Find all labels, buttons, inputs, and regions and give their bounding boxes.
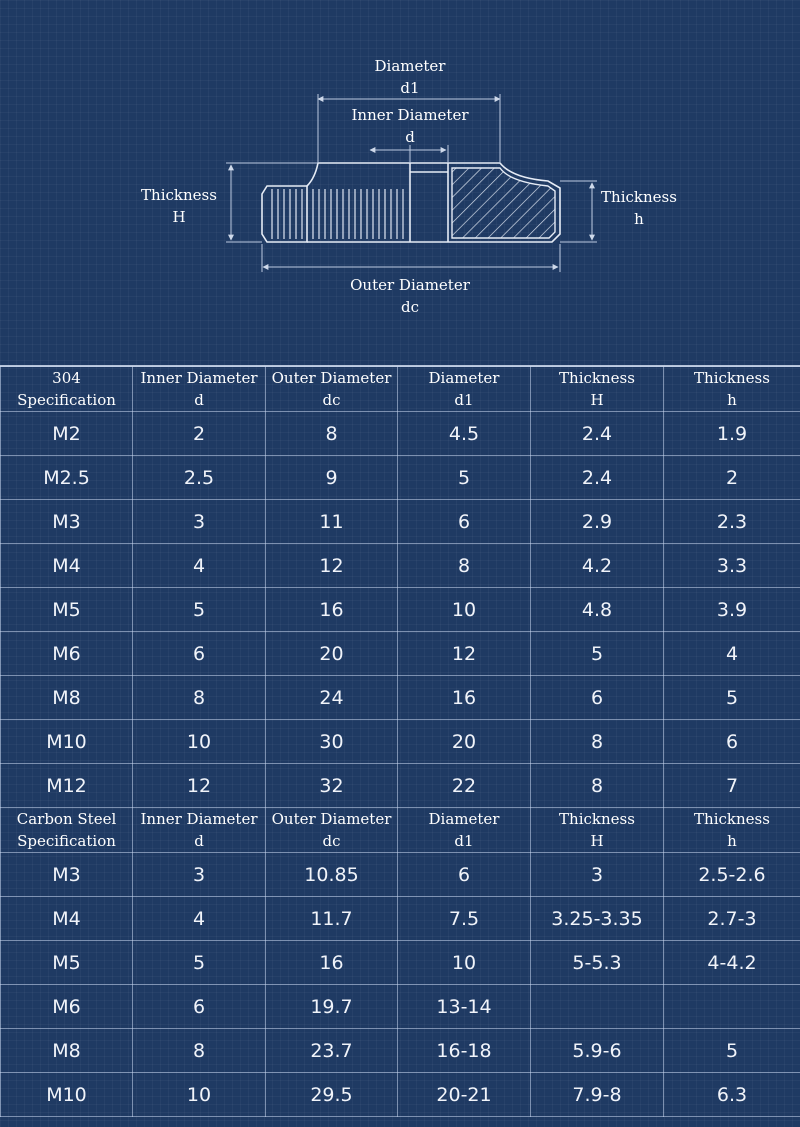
table-cell: M3 — [1, 500, 133, 544]
table-cell: 2.4 — [531, 456, 664, 500]
nut-dimension-diagram — [0, 0, 800, 366]
header-line2: h — [727, 832, 737, 850]
table-cell: 5-5.3 — [531, 941, 664, 985]
table-cell: 5.9-6 — [531, 1029, 664, 1073]
table-row — [1, 412, 800, 456]
table-cell: 22 — [398, 764, 531, 808]
table-cell: 16 — [266, 941, 398, 985]
table-cell: 7.5 — [398, 897, 531, 941]
header-line2: Specification — [17, 832, 116, 850]
table-cell: 2.3 — [664, 500, 800, 544]
header-cell — [531, 367, 664, 412]
table-cell: 5 — [133, 588, 266, 632]
table-cell — [664, 985, 800, 1029]
table-cell: 6 — [664, 720, 800, 764]
label-h-line1: Thickness — [601, 188, 677, 206]
table-cell: 2 — [664, 456, 800, 500]
table-cell: 3.9 — [664, 588, 800, 632]
table-row — [1, 764, 800, 808]
header-line1: 304 — [52, 369, 81, 387]
label-d1-line2: d1 — [400, 79, 420, 97]
table-cell: 7 — [664, 764, 800, 808]
header-cell — [398, 367, 531, 412]
header-cell — [398, 808, 531, 853]
table-cell: 10.85 — [266, 853, 398, 897]
label-H-line1: Thickness — [141, 186, 217, 204]
header-line2: dc — [322, 391, 341, 409]
table-cell: 6 — [531, 676, 664, 720]
header-cell — [133, 808, 266, 853]
header-line1: Thickness — [694, 369, 770, 387]
label-dc-line2: dc — [400, 298, 419, 316]
table-cell: 4.2 — [531, 544, 664, 588]
table-cell: 4-4.2 — [664, 941, 800, 985]
header-line1: Inner Diameter — [140, 369, 258, 387]
header-line2: d — [194, 832, 204, 850]
table-row — [1, 544, 800, 588]
table-row — [1, 632, 800, 676]
label-d-line1: Inner Diameter — [351, 106, 469, 124]
table-cell: 4 — [133, 897, 266, 941]
header-line2: h — [727, 391, 737, 409]
table-cell: 19.7 — [266, 985, 398, 1029]
label-diameter-d1 — [360, 55, 460, 99]
header-line1: Outer Diameter — [271, 810, 392, 828]
label-outer-diameter-dc — [345, 274, 475, 318]
table-cell: 5 — [398, 456, 531, 500]
table-cell: 5 — [664, 1029, 800, 1073]
table-cell: 24 — [266, 676, 398, 720]
table-cell: 10 — [398, 588, 531, 632]
table-cell: 10 — [133, 720, 266, 764]
label-H-line2: H — [172, 208, 186, 226]
table-cell: M2 — [1, 412, 133, 456]
table-cell: 6 — [133, 985, 266, 1029]
table-cell: 11 — [266, 500, 398, 544]
table-cell: 30 — [266, 720, 398, 764]
table-cell: 3 — [133, 853, 266, 897]
header-line2: d1 — [454, 832, 474, 850]
label-d-line2: d — [405, 128, 415, 146]
header-line1: Thickness — [559, 369, 635, 387]
table-cell: M6 — [1, 985, 133, 1029]
table-row — [1, 897, 800, 941]
table-cell: 8 — [531, 764, 664, 808]
header-line1: Outer Diameter — [271, 369, 392, 387]
table-cell: 2 — [133, 412, 266, 456]
header-cell — [664, 808, 800, 853]
table-cell: 3.3 — [664, 544, 800, 588]
header-line1: Diameter — [428, 369, 500, 387]
header-line1: Diameter — [428, 810, 500, 828]
table-cell: 4.5 — [398, 412, 531, 456]
table-cell: 6 — [133, 632, 266, 676]
table-cell: 8 — [398, 544, 531, 588]
header-line2: H — [590, 391, 604, 409]
table-cell: 20-21 — [398, 1073, 531, 1117]
table-row — [1, 985, 800, 1029]
table-cell: 6 — [398, 500, 531, 544]
table-cell: 12 — [133, 764, 266, 808]
table-cell: M8 — [1, 676, 133, 720]
table-cell — [531, 985, 664, 1029]
table-cell: 2.5-2.6 — [664, 853, 800, 897]
header-line1: Inner Diameter — [140, 810, 258, 828]
label-d1-line1: Diameter — [374, 57, 446, 75]
table-cell: 11.7 — [266, 897, 398, 941]
label-inner-diameter-d — [345, 104, 475, 148]
header-line2: d1 — [454, 391, 474, 409]
table-cell: 10 — [133, 1073, 266, 1117]
table-cell: 8 — [531, 720, 664, 764]
table-cell: 2.9 — [531, 500, 664, 544]
table-cell: 8 — [133, 676, 266, 720]
table-cell: M10 — [1, 1073, 133, 1117]
table-cell: 9 — [266, 456, 398, 500]
table-cell: M12 — [1, 764, 133, 808]
specification-table — [0, 366, 800, 1117]
table-cell: 6 — [398, 853, 531, 897]
header-line2: dc — [322, 832, 341, 850]
table-cell: M5 — [1, 588, 133, 632]
table-cell: 12 — [398, 632, 531, 676]
table-cell: M4 — [1, 544, 133, 588]
header-cell — [266, 808, 398, 853]
table-cell: 29.5 — [266, 1073, 398, 1117]
table-cell: 4 — [664, 632, 800, 676]
label-thickness-h — [594, 186, 684, 230]
table-cell: M6 — [1, 632, 133, 676]
table-cell: 20 — [266, 632, 398, 676]
label-h-line2: h — [634, 210, 644, 228]
table-cell: 8 — [133, 1029, 266, 1073]
table-row — [1, 1029, 800, 1073]
table-cell: 6.3 — [664, 1073, 800, 1117]
header-line1: Thickness — [559, 810, 635, 828]
table-cell: 13-14 — [398, 985, 531, 1029]
table-row — [1, 588, 800, 632]
table-cell: 1.9 — [664, 412, 800, 456]
table-row — [1, 720, 800, 764]
table-cell: 20 — [398, 720, 531, 764]
header-cell — [531, 808, 664, 853]
header-cell — [1, 367, 133, 412]
table-cell: M2.5 — [1, 456, 133, 500]
table-cell: 2.7-3 — [664, 897, 800, 941]
table-carbon-header-row — [1, 808, 800, 853]
table-cell: 7.9-8 — [531, 1073, 664, 1117]
table-cell: 2.5 — [133, 456, 266, 500]
table-cell: 3 — [133, 500, 266, 544]
table-row — [1, 676, 800, 720]
table-row — [1, 1073, 800, 1117]
header-line1: Thickness — [694, 810, 770, 828]
table-cell: 16-18 — [398, 1029, 531, 1073]
header-line1: Carbon Steel — [16, 810, 117, 828]
label-dc-line1: Outer Diameter — [350, 276, 470, 294]
table-cell: M5 — [1, 941, 133, 985]
table-row — [1, 941, 800, 985]
table-cell: 5 — [133, 941, 266, 985]
header-line2: H — [590, 832, 604, 850]
table-row — [1, 456, 800, 500]
table-row — [1, 853, 800, 897]
table-cell: 2.4 — [531, 412, 664, 456]
table-304-header-row — [1, 367, 800, 412]
table-cell: 4 — [133, 544, 266, 588]
table-cell: M4 — [1, 897, 133, 941]
header-line2: Specification — [17, 391, 116, 409]
table-cell: M10 — [1, 720, 133, 764]
label-thickness-H — [134, 184, 224, 228]
header-cell — [266, 367, 398, 412]
header-cell — [133, 367, 266, 412]
table-cell: 32 — [266, 764, 398, 808]
table-row — [1, 500, 800, 544]
table-cell: 3 — [531, 853, 664, 897]
table-cell: M3 — [1, 853, 133, 897]
table-cell: 4.8 — [531, 588, 664, 632]
table-cell: 5 — [664, 676, 800, 720]
header-cell — [664, 367, 800, 412]
table-cell: M8 — [1, 1029, 133, 1073]
table-cell: 16 — [398, 676, 531, 720]
table-cell: 12 — [266, 544, 398, 588]
table-cell: 3.25-3.35 — [531, 897, 664, 941]
table-cell: 10 — [398, 941, 531, 985]
header-line2: d — [194, 391, 204, 409]
table-cell: 5 — [531, 632, 664, 676]
table-cell: 16 — [266, 588, 398, 632]
table-cell: 23.7 — [266, 1029, 398, 1073]
table-cell: 8 — [266, 412, 398, 456]
header-cell — [1, 808, 133, 853]
